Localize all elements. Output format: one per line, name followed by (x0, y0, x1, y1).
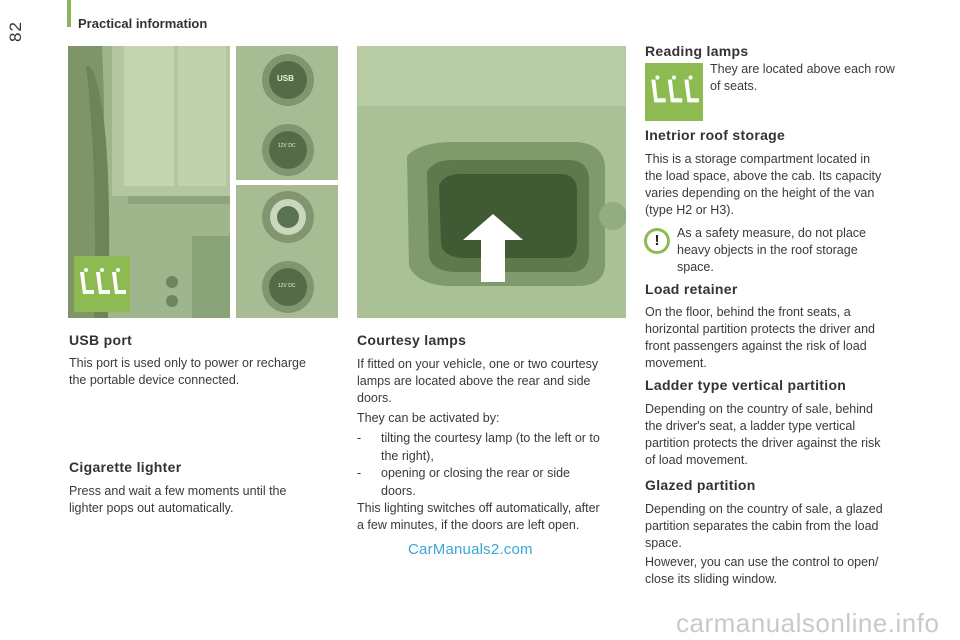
courtesy-bullet-1 (357, 430, 627, 466)
bullet-dash: - (357, 466, 362, 480)
retainer-text-line-4: movement. (645, 356, 707, 370)
lighter-socket-photo (236, 185, 338, 318)
storage-text-line-2: the load space, above the cab. Its capacity (645, 169, 882, 183)
reading-text-line-1: They are located above each row (710, 62, 895, 76)
courtesy-intro-line-3: doors. (357, 391, 392, 405)
ladder-text-line-2: the driver's seat, a ladder type vertical (645, 419, 856, 433)
retainer-text-line-1: On the floor, behind the front seats, a (645, 305, 851, 319)
storage-text-line-1: This is a storage compartment located in (645, 152, 871, 166)
courtesy-outro-line-2: a few minutes, if the doors are left open. (357, 518, 580, 532)
dc-label-bottom: 12V DC (278, 283, 296, 289)
reading-lamps-heading: Reading lamps (645, 43, 749, 59)
page-number: 82 (6, 21, 25, 42)
accent-bar (67, 0, 71, 27)
retainer-text-line-3: front passengers against the risk of load (645, 339, 867, 353)
retainer-text-line-2: horizontal partition protects the driver and (645, 322, 875, 336)
glazed-text-line-3: space. (645, 536, 682, 550)
warning-mark: ! (647, 231, 667, 251)
warning-icon (644, 228, 670, 254)
glazed-partition-heading: Glazed partition (645, 477, 756, 493)
ladder-text-line-4: of load movement. (645, 453, 748, 467)
warning-text-line-2: heavy objects in the roof storage (677, 243, 858, 257)
courtesy-outro-line-1: This lighting switches off automatically, after (357, 501, 600, 515)
usb-port-heading: USB port (69, 332, 133, 348)
glazed-text-line-1: Depending on the country of sale, a glazed (645, 502, 883, 516)
dc-label-top: 12V DC (278, 143, 296, 149)
courtesy-intro-line-1: If fitted on your vehicle, one or two courtesy (357, 357, 599, 371)
section-header: Practical information (78, 16, 208, 31)
usb-port-text-line-1: This port is used only to power or recharge (69, 356, 306, 370)
warning-text-line-3: space. (677, 260, 714, 274)
glazed-text2-line-2: close its sliding window. (645, 572, 778, 586)
courtesy-lamp-photo (357, 46, 626, 318)
bullet-1-line-1: tilting the courtesy lamp (to the left or to (381, 431, 600, 445)
bullet-2-line-2: doors. (381, 483, 416, 498)
bullet-dash: - (357, 431, 362, 445)
carmanuals-watermark: CarManuals2.com (408, 541, 533, 558)
courtesy-bullet-2 (357, 465, 627, 501)
usb-port-text-line-2: the portable device connected. (69, 373, 240, 387)
usb-socket-photo (236, 46, 338, 180)
bullet-1-line-2: the right), (381, 448, 434, 463)
glazed-text2-line-1: However, you can use the control to open/ (645, 555, 879, 569)
usb-label: USB (277, 74, 294, 83)
glazed-text-line-2: partition separates the cabin from the load (645, 519, 879, 533)
lighter-text-line-1: Press and wait a few moments until the (69, 484, 287, 498)
courtesy-intro-line-2: lamps are located above the rear and side (357, 374, 591, 388)
courtesy-lamps-heading: Courtesy lamps (357, 332, 467, 348)
cigarette-lighter-heading: Cigarette lighter (69, 459, 182, 475)
bullet-2-line-1: opening or closing the rear or side (381, 466, 571, 480)
ladder-partition-heading: Ladder type vertical partition (645, 377, 847, 393)
ladder-text-line-3: partition protects the driver against the risk (645, 436, 881, 450)
roof-storage-heading: Inetrior roof storage (645, 127, 786, 143)
carmanualsonline-watermark: carmanualsonline.info (676, 608, 940, 638)
seat-row-badge (74, 256, 130, 312)
load-retainer-heading: Load retainer (645, 281, 738, 297)
reading-seat-row-badge (645, 63, 703, 121)
courtesy-activated-line: They can be activated by: (357, 411, 500, 425)
storage-text-line-4: (type H2 or H3). (645, 203, 734, 217)
reading-text-line-2: of seats. (710, 79, 758, 93)
ladder-text-line-1: Depending on the country of sale, behind (645, 402, 873, 416)
warning-text-line-1: As a safety measure, do not place (677, 226, 866, 240)
storage-text-line-3: varies depending on the height of the van (645, 186, 875, 200)
lighter-text-line-2: lighter pops out automatically. (69, 501, 234, 515)
